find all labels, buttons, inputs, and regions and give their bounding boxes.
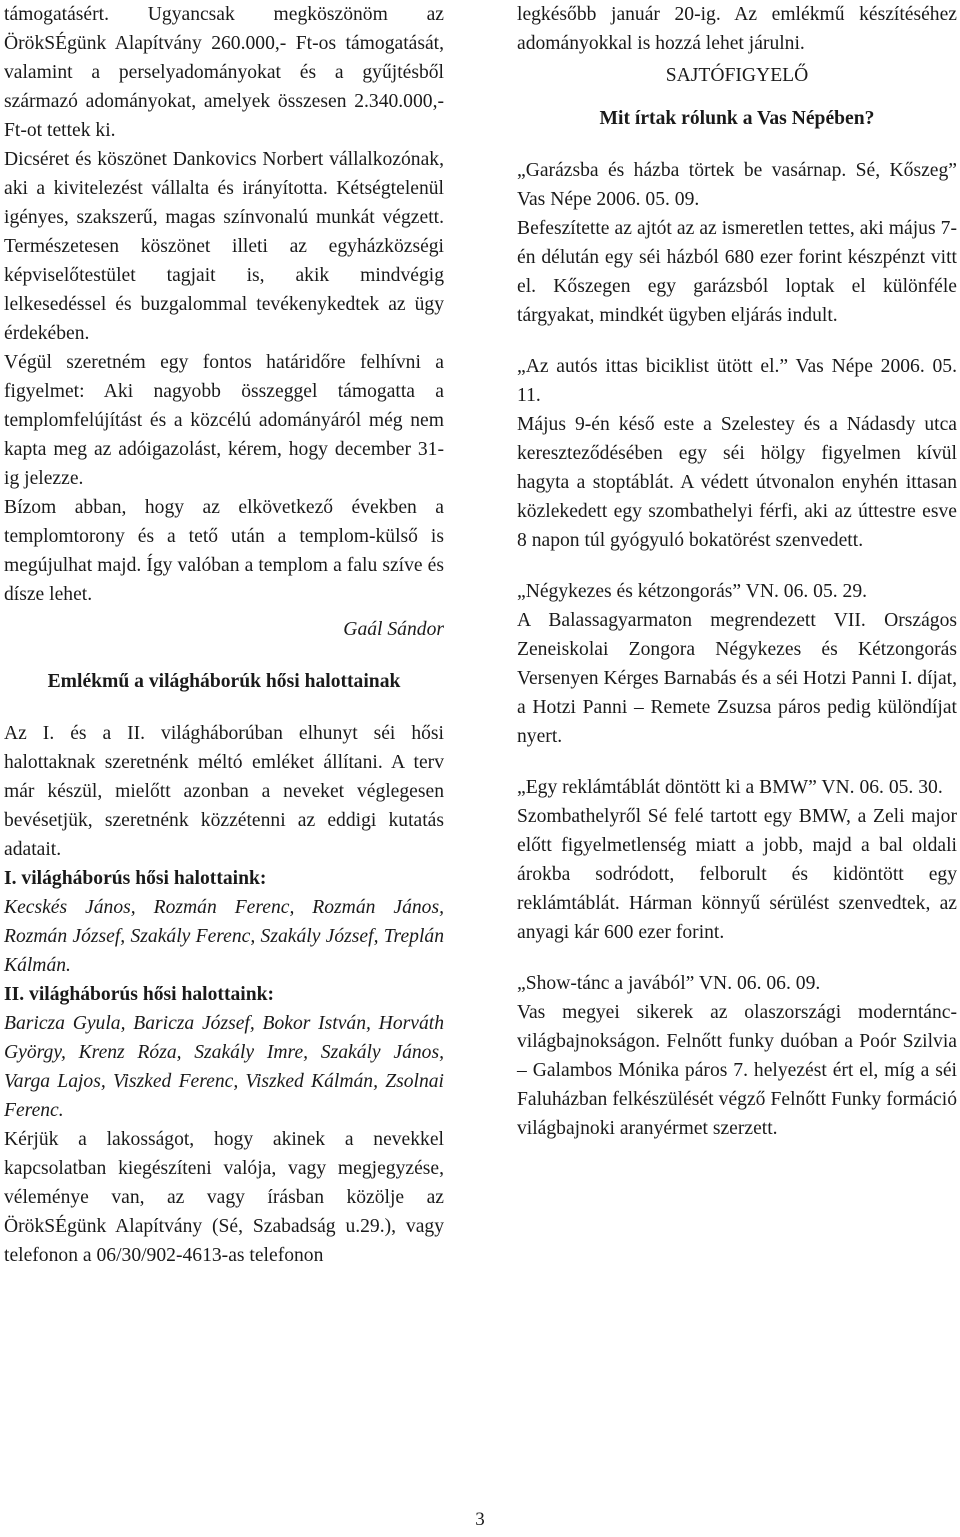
press-item (517, 352, 957, 555)
press-item-body: A Balassagyarmaton megrendezett VII. Országos Zeneiskolai Zongora Négykezes és Kétzongorás Versenyen Kérges Barnabás és a séi Hotzi Panni I. díjat, a Hotzi Panni – Remete Zsuzsa páros pedig különdíjat nyert. (517, 610, 957, 747)
press-item-headline: „Show-tánc a javából” VN. 06. 06. 09. (517, 973, 821, 994)
signature: Gaál Sándor (343, 619, 444, 640)
paragraph-thanks-foundation: támogatásért. Ugyancsak megköszönöm az ÖrökSÉgünk Alapítvány 260.000,- Ft-os támogatását, valamint a perselyadományokat és a gyűjtésből származó adományokat, amelyek összesen 2.340.000,-Ft-ot tettek ki. (4, 4, 444, 141)
press-item-headline: „Garázsba és házba törtek be vasárnap. Sé, Kőszeg” Vas Népe 2006. 05. 09. (517, 160, 957, 210)
paragraph-donation-deadline: legkésőbb január 20-ig. Az emlékmű készítéséhez adományokkal is hozzá lehet járulni. (517, 4, 957, 54)
paragraph-request: Kérjük a lakosságot, hogy akinek a nevekkel kapcsolatban kiegészíteni valója, vagy megjegyzése, véleménye van, az vagy írásban közölje az ÖrökSÉgünk Alapítvány (Sé, Szabadság u.29.), vagy telefonon a 06/30/902-4613-as telefonon (4, 1129, 444, 1266)
right-column (517, 0, 957, 1143)
ww1-names: Kecskés János, Rozmán Ferenc, Rozmán János, Rozmán József, Szakály Ferenc, Szakály József, Treplán Kálmán. (4, 897, 444, 976)
ww1-title: I. világháborús hősi halottaink: (4, 868, 267, 889)
press-subtitle: Mit írtak rólunk a Vas Népében? (599, 108, 875, 129)
press-item (517, 156, 957, 330)
left-column (4, 0, 444, 1270)
press-item (517, 577, 957, 751)
paragraph-thanks-contractor: Dicséret és köszönet Dankovics Norbert vállalkozónak, aki a kivitelezést vállalta és irányította. Kétségtelenül igényes, szakszerű, magas színvonalú munkát végzett. Természetesen köszönet illeti az egyházközségi képviselőtestület tagjait is, akik mindvégig lelkesedéssel és buzgalommal tevékenykedtek az ügy érdekében. (4, 149, 444, 344)
press-item-body: Befeszítette az ajtót az az ismeretlen tettes, aki május 7-én délután egy séi házból 680 ezer forint készpénzt vitt el. Kőszegen egy garázsból loptak el különféle tárgyakat, mindkét ügyben eljárás indult. (517, 218, 957, 326)
paragraph-memorial-intro: Az I. és a II. világháborúban elhunyt séi hősi halottaknak szeretnénk méltó emléket állítani. A terv már készül, mielőtt azonban a neveket véglegesen bevésetjük, szeretnénk közzétenni az eddigi kutatás adatait. (4, 723, 444, 860)
press-item (517, 773, 957, 947)
press-item-headline: „Az autós ittas biciklist ütött el.” Vas Népe 2006. 05. 11. (517, 356, 957, 406)
press-item-headline: „Négykezes és kétzongorás” VN. 06. 05. 29. (517, 581, 868, 602)
ww2-names: Baricza Gyula, Baricza József, Bokor István, Horváth György, Krenz Róza, Szakály Imre, Szakály János, Varga Lajos, Viszked Ferenc, Viszked Kálmán, Zsolnai Ferenc. (4, 1013, 444, 1121)
section-heading-memorial: Emlékmű a világháborúk hősi halottainak (47, 671, 401, 692)
press-item-body: Szombathelyről Sé felé tartott egy BMW, a Zeli major előtt figyelmetlenség miatt a jobb, majd a bal oldali árokba sodródott, felborult és kidöntött egy reklámtáblát. Hárman könnyű sérülést szenvedtek, az anyagi kár 600 ezer forint. (517, 806, 957, 943)
press-item-body: Vas megyei sikerek az olaszországi moderntánc-világbajnokságon. Felnőtt funky duóban a Poór Szilvia – Galambos Mónika páros 7. helyezést ért el, míg a séi Faluházban felkészülését végző Felnőtt Funky formáció világbajnoki aranyérmet szerzett. (517, 1002, 957, 1139)
paragraph-deadline: Végül szeretném egy fontos határidőre felhívni a figyelmet: Aki nagyobb összeggel támogatta a templomfelújítást és a közcélú adományáról még nem kapta meg az adóigazolást, kérem, hogy december 31-ig jelezze. (4, 352, 444, 489)
press-item-headline: „Egy reklámtáblát döntött ki a BMW” VN. 06. 05. 30. (517, 777, 943, 798)
paragraph-hope: Bízom abban, hogy az elkövetkező években a templomtorony és a tető után a templom-külső is megújulhat majd. Így valóban a templom a falu szíve és dísze lehet. (4, 497, 444, 605)
page-number: 3 (475, 1509, 485, 1530)
ww2-title: II. világháborús hősi halottaink: (4, 984, 275, 1005)
press-item-body: Május 9-én késő este a Szelestey és a Nádasdy utca kereszteződésében egy séi hölgy figyelmen kívül hagyta a stoptáblát. A védett útvonalon enyhén ittasan közlekedett egy szombathelyi férfi, aki az úttestre esve 8 napon túl gyógyuló bokatörést szenvedett. (517, 414, 957, 551)
section-title-press: SAJTÓFIGYELŐ (665, 65, 809, 86)
press-item (517, 969, 957, 1143)
